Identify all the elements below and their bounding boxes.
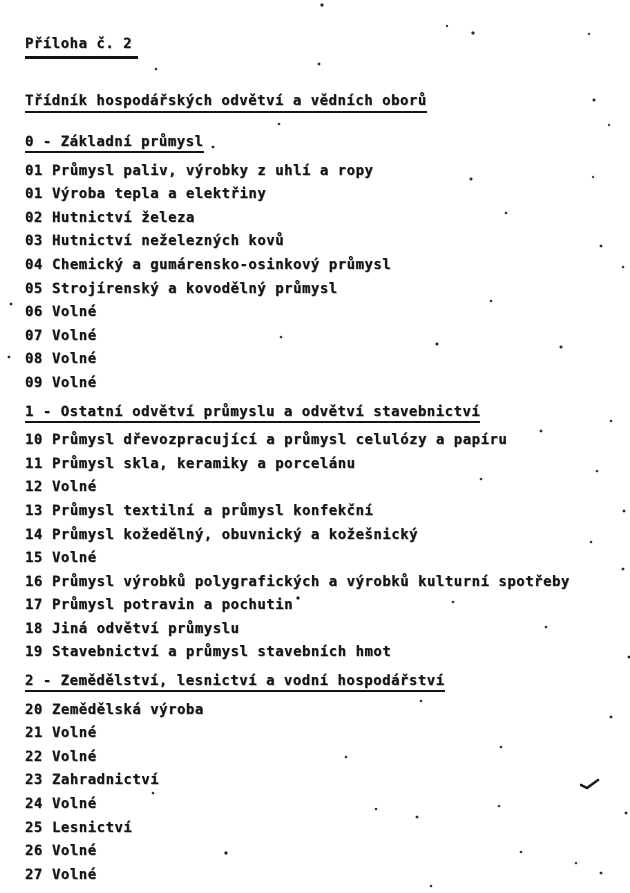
classification-item: [25, 571, 625, 595]
item-label: Průmysl skla, keramiky a porcelánu: [52, 455, 356, 472]
item-code: 07: [25, 327, 43, 344]
item-label: Průmysl výrobků polygrafických a výrobků kulturní spotřeby: [52, 573, 570, 590]
item-label: Volné: [52, 725, 97, 742]
item-code: 16: [25, 573, 43, 590]
item-label: Volné: [52, 351, 97, 368]
item-label: Volné: [52, 550, 97, 567]
section-heading-line: [25, 673, 625, 697]
item-label: Stavebnictví a průmysl stavebních hmot: [52, 644, 392, 661]
item-code: 20: [25, 701, 43, 718]
classification-item: [25, 840, 625, 864]
section-heading-line: [25, 134, 625, 158]
item-code: 19: [25, 644, 43, 661]
item-code: 01: [25, 162, 43, 179]
classification-item: [25, 254, 625, 278]
item-code: 17: [25, 597, 43, 614]
classification-item: [25, 746, 625, 770]
item-label: Zemědělská výroba: [52, 701, 204, 718]
appendix-label: Příloha č. 2: [25, 36, 138, 59]
item-label: Chemický a gumárensko-osinkový průmysl: [52, 256, 392, 273]
classification-item: [25, 817, 625, 841]
item-code: 05: [25, 280, 43, 297]
item-label: Průmysl paliv, výrobky z uhlí a ropy: [52, 162, 374, 179]
item-code: 21: [25, 725, 43, 742]
item-code: 08: [25, 351, 43, 368]
classification-item: [25, 230, 625, 254]
classification-section: [25, 673, 625, 887]
item-code: 25: [25, 819, 43, 836]
item-code: 06: [25, 304, 43, 321]
classification-item: [25, 500, 625, 524]
item-code: 09: [25, 374, 43, 391]
page-title: Třídník hospodářských odvětví a vědních oborů: [25, 93, 427, 113]
item-code: 12: [25, 479, 43, 496]
item-label: Volné: [52, 479, 97, 496]
item-label: Hutnictví neželezných kovů: [52, 233, 285, 250]
item-label: Volné: [52, 843, 97, 860]
item-code: 24: [25, 796, 43, 813]
classification-item: [25, 594, 625, 618]
classification-item: [25, 547, 625, 571]
item-label: Strojírenský a kovodělný průmysl: [52, 280, 338, 297]
item-label: Volné: [52, 748, 97, 765]
item-label: Volné: [52, 304, 97, 321]
item-code: 01: [25, 186, 43, 203]
classification-item: [25, 301, 625, 325]
item-code: 18: [25, 620, 43, 637]
item-code: 26: [25, 843, 43, 860]
item-label: Průmysl kožedělný, obuvnický a kožešnický: [52, 526, 419, 543]
classification-section: [25, 404, 625, 666]
section-heading: 0 - Základní průmysl: [25, 134, 204, 153]
item-code: 15: [25, 550, 43, 567]
section-items: [25, 429, 625, 665]
item-code: 23: [25, 772, 43, 789]
classification-item: [25, 864, 625, 888]
item-label: Průmysl potravin a pochutin: [52, 597, 294, 614]
classification-item: [25, 429, 625, 453]
classification-item: [25, 618, 625, 642]
classification-item: [25, 372, 625, 396]
item-label: Volné: [52, 327, 97, 344]
handwritten-check-mark: [580, 778, 600, 790]
item-code: 10: [25, 432, 43, 449]
section-items: [25, 160, 625, 396]
item-code: 27: [25, 866, 43, 883]
item-code: 11: [25, 455, 43, 472]
sections-container: [25, 134, 625, 887]
section-items: [25, 699, 625, 888]
classification-item: [25, 524, 625, 548]
classification-item: [25, 325, 625, 349]
classification-item: [25, 160, 625, 184]
item-label: Volné: [52, 796, 97, 813]
item-label: Průmysl textilní a průmysl konfekční: [52, 502, 374, 519]
classification-item: [25, 793, 625, 817]
item-label: Volné: [52, 374, 97, 391]
classification-item: [25, 641, 625, 665]
item-label: Lesnictví: [52, 819, 133, 836]
item-code: 02: [25, 209, 43, 226]
classification-item: [25, 348, 625, 372]
item-code: 03: [25, 233, 43, 250]
item-code: 14: [25, 526, 43, 543]
section-heading: 1 - Ostatní odvětví průmyslu a odvětví stavebnictví: [25, 404, 480, 423]
appendix-line: [25, 33, 625, 59]
classification-item: [25, 207, 625, 231]
item-code: 13: [25, 502, 43, 519]
scan-noise-specks: [0, 0, 2, 2]
section-heading: 2 - Zemědělství, lesnictví a vodní hospodářství: [25, 673, 445, 692]
classification-item: [25, 278, 625, 302]
title-line: [25, 90, 625, 113]
section-heading-line: [25, 404, 625, 428]
item-label: Jiná odvětví průmyslu: [52, 620, 240, 637]
classification-item: [25, 453, 625, 477]
item-label: Výroba tepla a elektřiny: [52, 186, 267, 203]
classification-item: [25, 699, 625, 723]
classification-section: [25, 134, 625, 396]
document-content: [25, 33, 625, 887]
item-label: Hutnictví železa: [52, 209, 195, 226]
classification-item: [25, 769, 625, 793]
item-code: 04: [25, 256, 43, 273]
item-code: 22: [25, 748, 43, 765]
classification-item: [25, 476, 625, 500]
item-label: Zahradnictví: [52, 772, 160, 789]
classification-item: [25, 183, 625, 207]
classification-item: [25, 722, 625, 746]
item-label: Průmysl dřevozpracující a průmysl celulózy a papíru: [52, 432, 508, 449]
item-label: Volné: [52, 866, 97, 883]
